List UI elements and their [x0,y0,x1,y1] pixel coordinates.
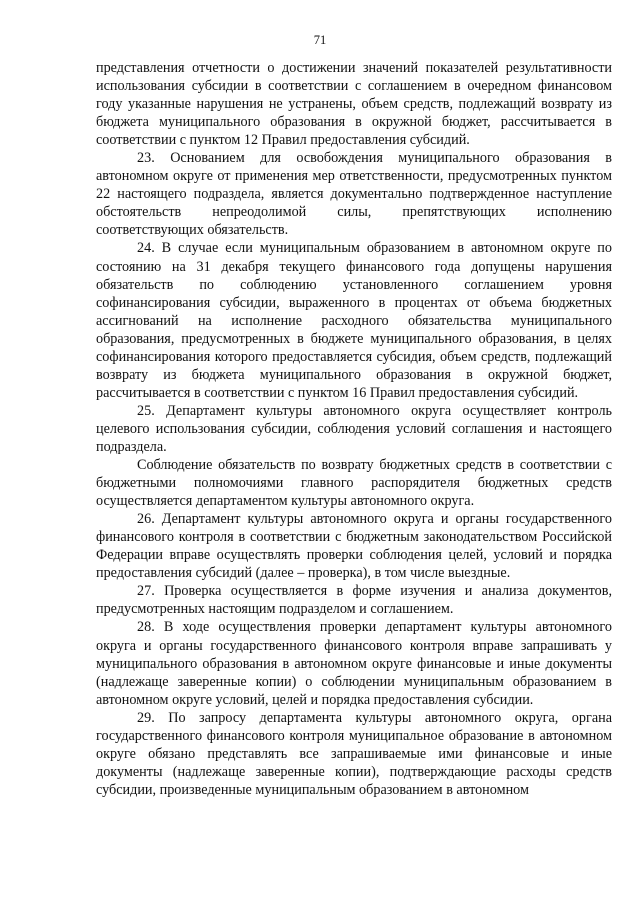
page-number: 71 [313,33,327,47]
paragraph-item-24: 24. В случае если муниципальным образованием в автономном округе по состоянию на 31 декабря текущего финансового года допущены нарушения обязательств по соблюдению установленного соглашением уровня софинансирования субсидии, выраженного в процентах от объема бюджетных ассигнований на исполнение расходного обязательства муниципального образования, предусмотренных в бюджете муниципального образования, в целях софинансирования которого предоставляется субсидия, объем средств, подлежащий возврату из бюджета муниципального образования в окружной бюджет, рассчитывается в соответствии с пунктом 16 Правил предоставления субсидий. [96,240,612,401]
paragraph-item-23: 23. Основанием для освобождения муниципального образования в автономном округе от применения мер ответственности, предусмотренных пунктом 22 настоящего подраздела, является документально подтвержденное наступление обстоятельств непреодолимой силы, препятствующих исполнению соответствующих обязательств. [96,150,612,239]
paragraph-item-29: 29. По запросу департамента культуры автономного округа, органа государственного финансового контроля муниципальное образование в автономном округе обязано представлять все запрашиваемые ими финансовые и иные документы (надлежаще заверенные копии), подтверждающие расходы средств субсидии, произведенные муниципальным образованием в автономном [96,709,612,798]
paragraph-item-27: 27. Проверка осуществляется в форме изучения и анализа документов, предусмотренных настоящим подразделом и соглашением. [96,583,612,618]
paragraph-item-25: 25. Департамент культуры автономного округа осуществляет контроль целевого использования субсидии, соблюдения условий соглашения и настоящего подраздела. [96,402,612,455]
paragraph-item-26: 26. Департамент культуры автономного округа и органы государственного финансового контроля в соответствии с бюджетным законодательством Российской Федерации вправе осуществлять проверки соблюдения целей, условий и порядка предоставления субсидий (далее – проверка), в том числе выездные. [96,511,612,582]
paragraph-continuation: представления отчетности о достижении значений показателей результативности использования субсидии в соответствии с соглашением в очередном финансовом году указанные нарушения не устранены, объем средств, подлежащий возврату из бюджета муниципального образования в окружной бюджет, рассчитывается в соответствии с пунктом 12 Правил предоставления субсидий. [96,60,612,149]
document-body [96,59,612,799]
paragraph-item-28: 28. В ходе осуществления проверки департамент культуры автономного округа и органы государственного финансового контроля вправе запрашивать у муниципального образования в автономном округе финансовые и иные документы (надлежаще заверенные копии) о соблюдении муниципальным образованием в автономном округе условий, целей и порядка предоставления субсидии. [96,619,612,708]
paragraph-item-25-part-2: Соблюдение обязательств по возврату бюджетных средств в соответствии с бюджетными полномочиями главного распорядителя бюджетных средств осуществляется департаментом культуры автономного округа. [96,457,612,510]
